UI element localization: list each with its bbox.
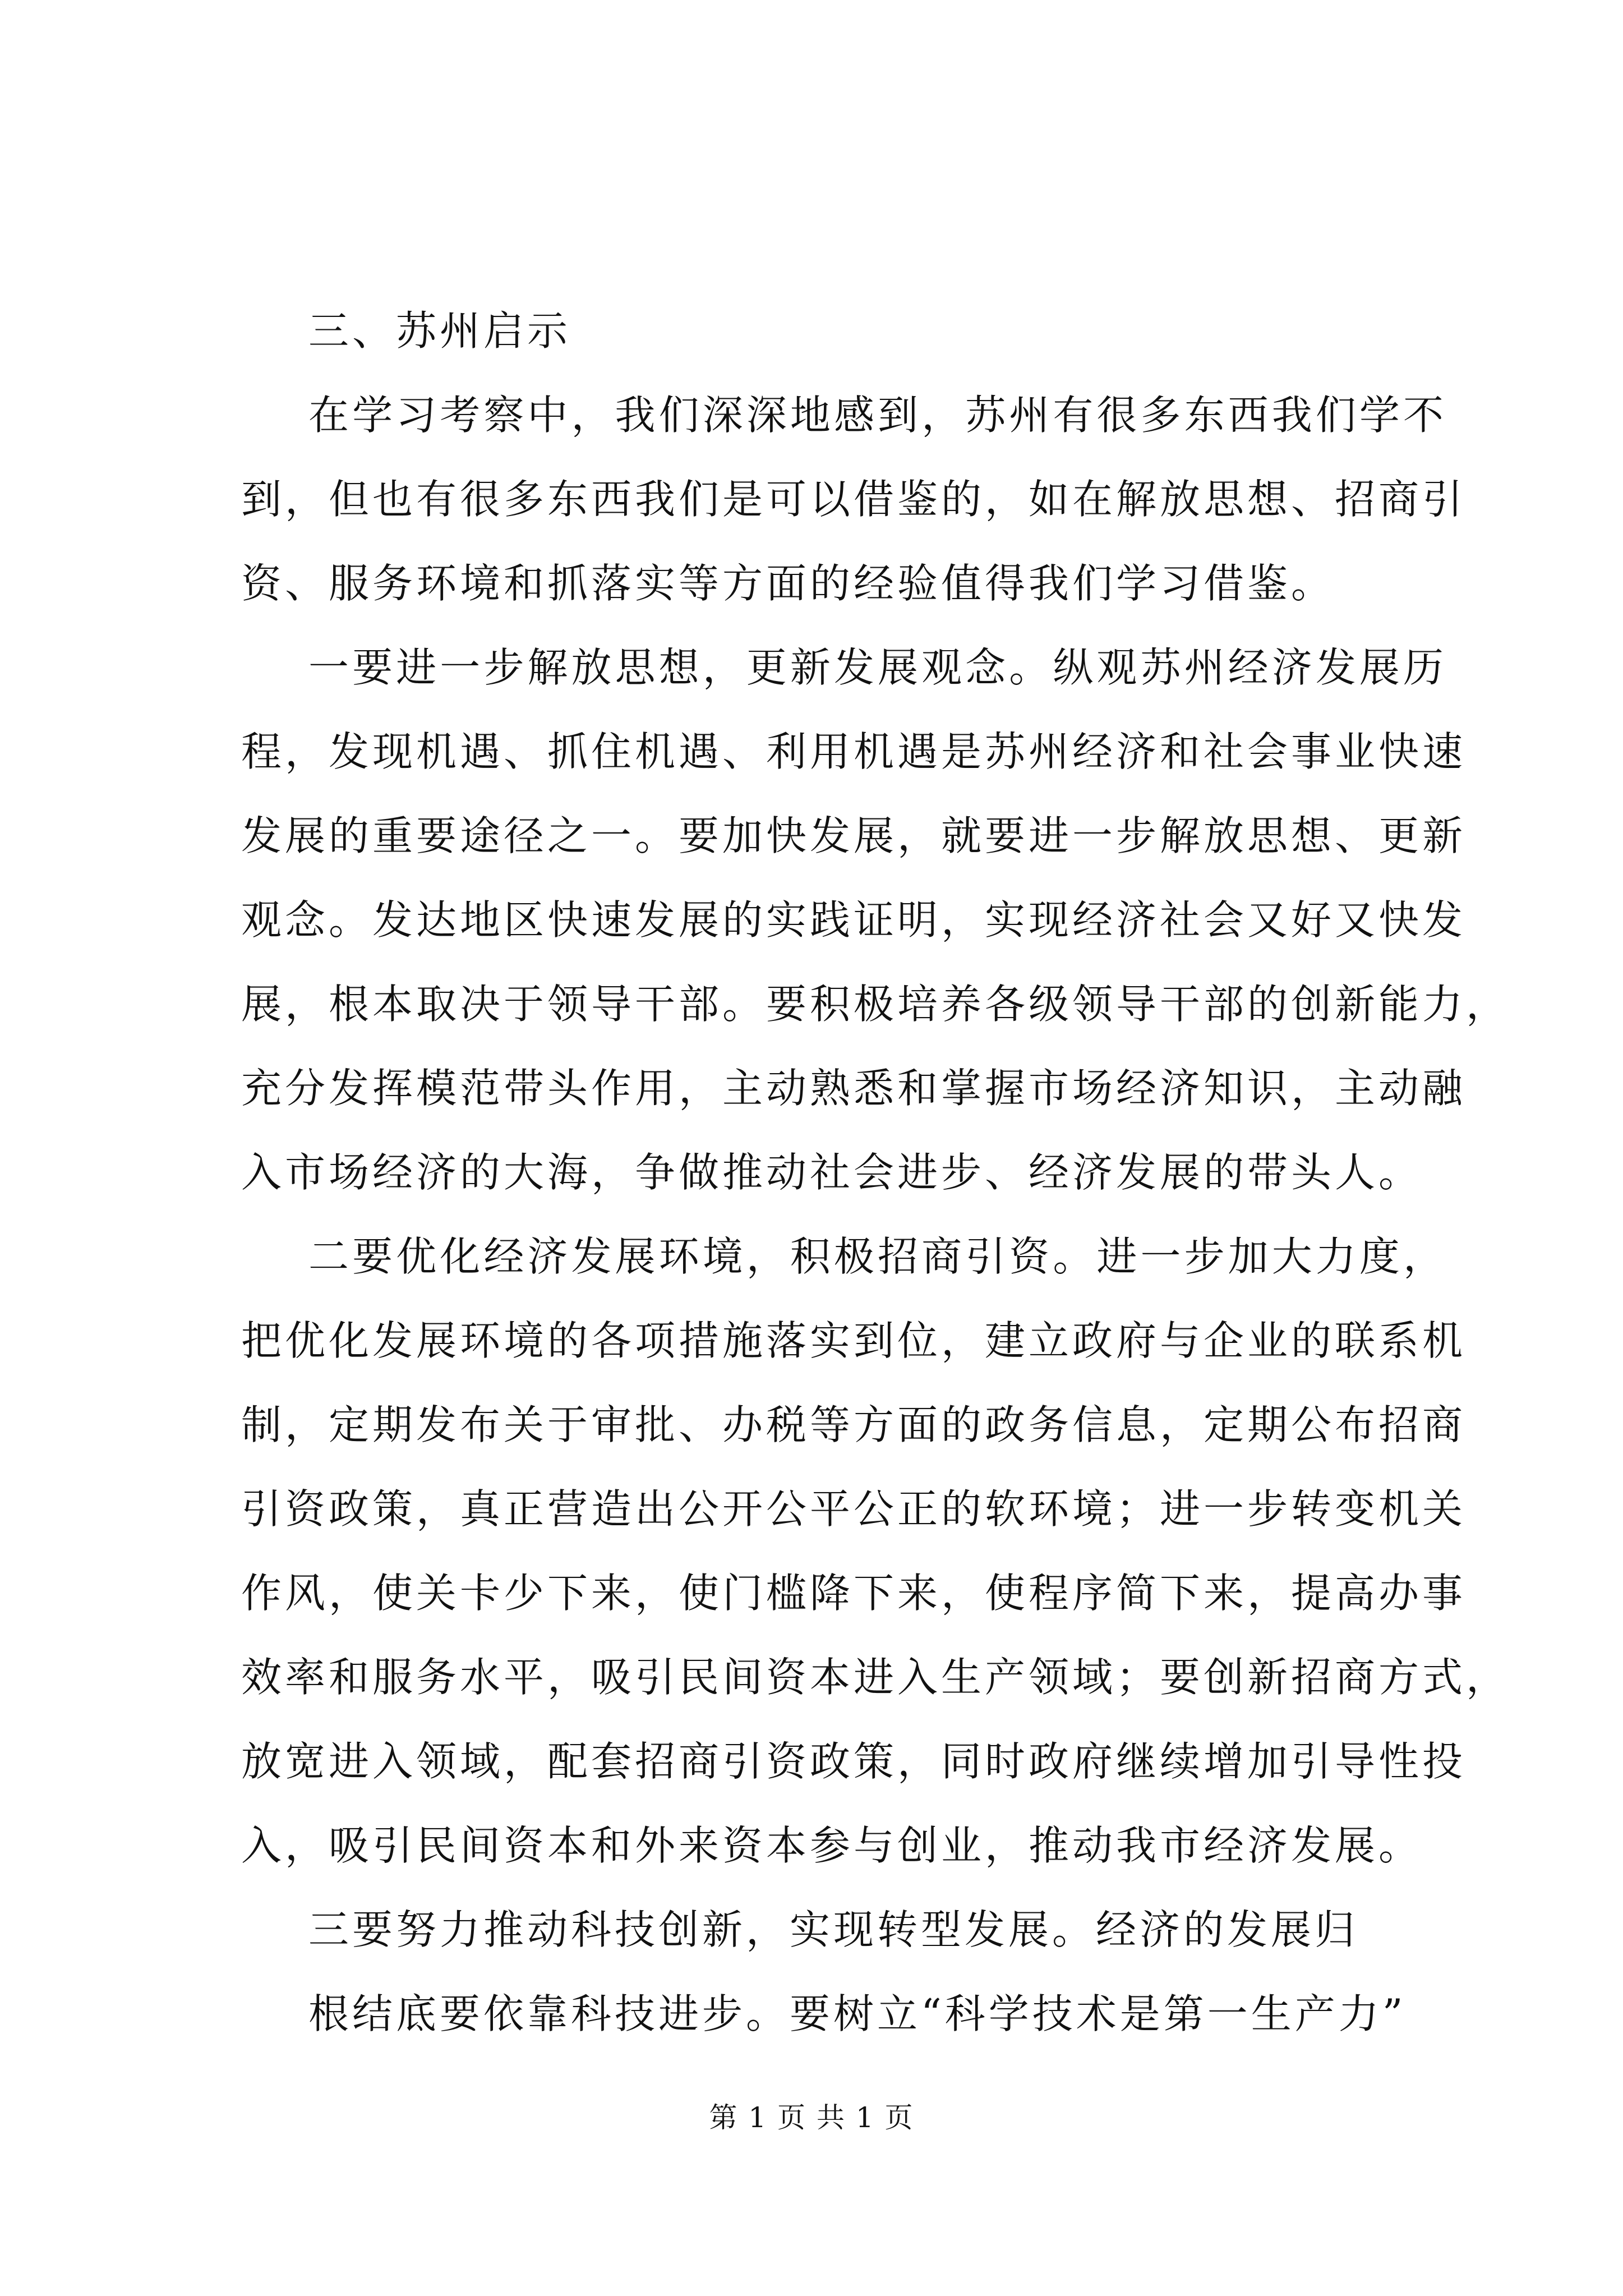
paragraph-4-line-1: 三要努力推动科技创新，实现转型发展。经济的发展归 — [308, 1906, 1359, 1953]
paragraph-2-line-2: 程，发现机遇、抓住机遇、利用机遇是苏州经济和社会事业快速 — [241, 728, 1467, 775]
paragraph-2-line-6: 充分发挥模范带头作用，主动熟悉和掌握市场经济知识，主动融 — [241, 1065, 1467, 1112]
paragraph-2-line-5: 展，根本取决于领导干部。要积极培养各级领导干部的创新能力， — [241, 981, 1510, 1028]
paragraph-3-line-4: 引资政策，真正营造出公开公平公正的软环境；进一步转变机关 — [241, 1485, 1467, 1533]
paragraph-3-line-7: 放宽进入领域，配套招商引资政策，同时政府继续增加引导性投 — [241, 1738, 1467, 1785]
paragraph-2-line-4: 观念。发达地区快速发展的实践证明，实现经济社会又好又快发 — [241, 896, 1467, 944]
paragraph-2-line-1: 一要进一步解放思想，更新发展观念。纵观苏州经济发展历 — [308, 644, 1447, 691]
paragraph-3-line-2: 把优化发展环境的各项措施落实到位，建立政府与企业的联系机 — [241, 1317, 1467, 1364]
page-footer: 第 1 页 共 1 页 — [709, 2101, 914, 2134]
paragraph-3-line-3: 制，定期发布关于审批、办税等方面的政务信息，定期公布招商 — [241, 1401, 1467, 1448]
paragraph-4-line-2: 根结底要依靠科技进步。要树立“科学技术是第一生产力” — [308, 1990, 1407, 2037]
paragraph-1-line-3: 资、服务环境和抓落实等方面的经验值得我们学习借鉴。 — [241, 560, 1335, 607]
paragraph-3-line-8: 入，吸引民间资本和外来资本参与创业，推动我市经济发展。 — [241, 1822, 1423, 1869]
paragraph-3-line-1: 二要优化经济发展环境，积极招商引资。进一步加大力度， — [308, 1233, 1447, 1280]
paragraph-3-line-5: 作风，使关卡少下来，使门槛降下来，使程序简下来，提高办事 — [241, 1570, 1467, 1617]
paragraph-2-line-7: 入市场经济的大海，争做推动社会进步、经济发展的带头人。 — [241, 1149, 1423, 1196]
paragraph-1-line-2: 到，但也有很多东西我们是可以借鉴的，如在解放思想、招商引 — [241, 476, 1467, 523]
paragraph-3-line-6: 效率和服务水平，吸引民间资本进入生产领域；要创新招商方式， — [241, 1654, 1510, 1701]
paragraph-2-line-3: 发展的重要途径之一。要加快发展，就要进一步解放思想、更新 — [241, 812, 1467, 859]
section-heading: 三、苏州启示 — [308, 307, 571, 355]
paragraph-1-line-1: 在学习考察中，我们深深地感到，苏州有很多东西我们学不 — [308, 392, 1447, 439]
